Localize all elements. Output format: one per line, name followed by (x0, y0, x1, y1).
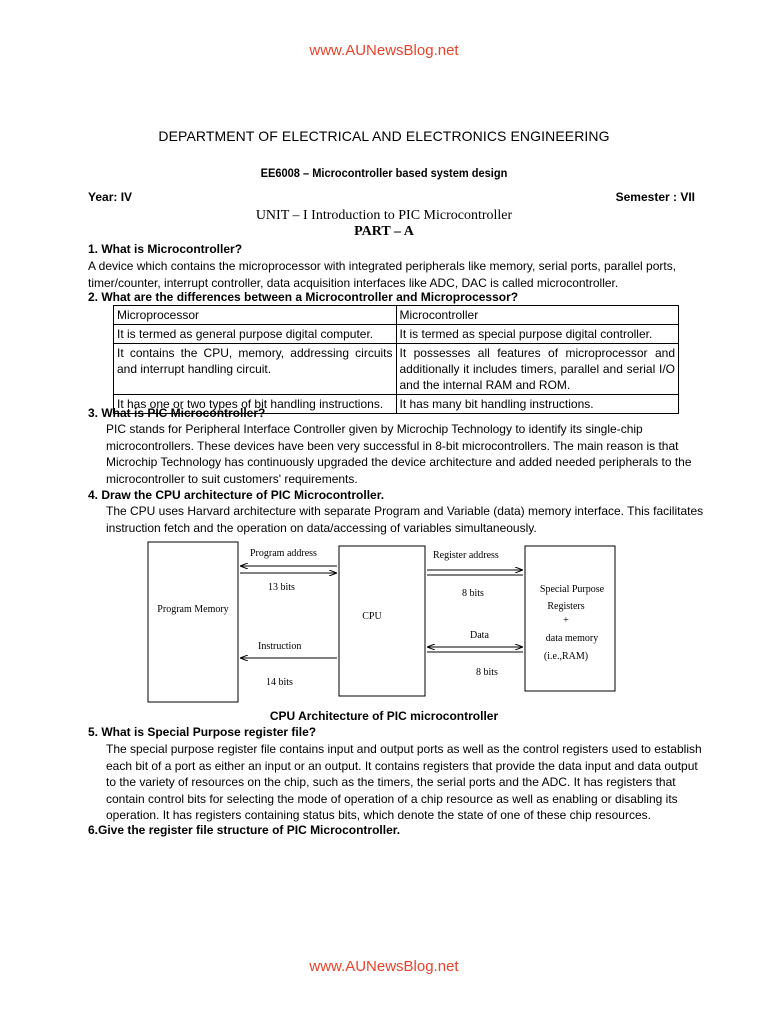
bits-14-label: 14 bits (266, 677, 293, 688)
answer-4-line: The CPU uses Harvard architecture with separate Program and Variable (data) memory interface. This facilitates (106, 504, 704, 518)
table-cell: It is termed as general purpose digital computer. (114, 325, 397, 344)
cpu-architecture-diagram (0, 538, 768, 706)
answer-5-line: contain control bits for selecting the mode of operation of a chip resource as well as enabling or disabling its (106, 791, 678, 806)
answer-3-line: PIC stands for Peripheral Interface Controller given by Microchip Technology to identify its single-chip (106, 422, 643, 436)
spr-label-line: Registers (547, 601, 585, 612)
answer-5-line: to the variety of resources on the chip, such as the timers, the serial ports and the ADC. It has registers that (106, 775, 676, 789)
answer-5 (106, 741, 702, 824)
bits-8-address-label: 8 bits (462, 588, 484, 599)
question-6: 6.Give the register file structure of PIC Microcontroller. (88, 823, 401, 837)
instruction-label: Instruction (258, 641, 302, 652)
part-title: PART – A (354, 224, 414, 239)
course-title: EE6008 – Microcontroller based system design (260, 166, 508, 180)
cpu-label: CPU (362, 611, 382, 622)
register-address-label: Register address (433, 550, 499, 561)
data-label: Data (470, 630, 489, 641)
answer-5-line: each bit of a port as either an input or an output. It contains registers that provide the data input and data output (106, 758, 698, 773)
table-cell: It contains the CPU, memory, addressing circuits and interrupt handling circuit. (114, 344, 397, 395)
table-cell: It has one or two types of bit handling instructions. (114, 395, 397, 414)
answer-1 (88, 258, 676, 291)
program-memory-label: Program Memory (157, 604, 229, 615)
table-row (114, 325, 679, 344)
department-title: DEPARTMENT OF ELECTRICAL AND ELECTRONICS ENGINEERING (158, 128, 610, 144)
answer-4 (106, 503, 703, 536)
answer-3-line: Microchip Technology has continuously upgraded the device architecture and added needed peripherals to the (106, 455, 692, 469)
answer-3 (106, 421, 692, 487)
bits-13-label: 13 bits (268, 582, 295, 593)
diagram-caption: CPU Architecture of PIC microcontroller (269, 709, 499, 723)
question-3: 3. What is PIC Microcontroller? (88, 406, 266, 420)
answer-4-line: instruction fetch and the operation on data/accessing of variables simultaneously. (106, 520, 537, 535)
table-cell: It possesses all features of microprocessor and additionally it includes timers, parallel and serial I/O and the internal RAM and ROM. (396, 344, 679, 395)
table-header-cell: Microcontroller (396, 306, 679, 325)
comparison-table (113, 305, 679, 414)
spr-label-line: + (563, 615, 569, 626)
spr-label-line: Special Purpose (539, 584, 605, 595)
table-header-cell: Microprocessor (114, 306, 397, 325)
answer-1-line: timer/counter, interrupt controller, data acquisition interfaces like ADC, DAC is called microcontroller. (88, 275, 619, 290)
question-2: 2. What are the differences between a Microcontroller and Microprocessor? (88, 290, 519, 304)
watermark-top: www.AUNewsBlog.net (309, 42, 459, 59)
spr-label-line: data memory (545, 633, 599, 644)
question-5: 5. What is Special Purpose register file? (88, 725, 317, 739)
semester-label: Semester : VII (615, 190, 695, 204)
question-1: 1. What is Microcontroller? (88, 242, 243, 256)
answer-3-line: microcontrollers. These devices have been very successful in 8-bit microcontrollers. The main reason is that (106, 438, 679, 453)
special-purpose-registers-block (525, 546, 615, 691)
spr-label-line: (i.e.,RAM) (543, 651, 589, 662)
answer-3-line: microcontroller to suit customers' requirements. (106, 471, 358, 486)
table-cell: It has many bit handling instructions. (396, 395, 679, 414)
table-row (114, 344, 679, 395)
bits-8-data-label: 8 bits (476, 667, 498, 678)
table-header-row (114, 306, 679, 325)
unit-title: UNIT – I Introduction to PIC Microcontroller (255, 208, 513, 223)
table-cell: It is termed as special purpose digital controller. (396, 325, 679, 344)
answer-1-line: A device which contains the microprocessor with integrated peripherals like memory, serial ports, parallel ports, (88, 259, 677, 273)
year-label: Year: IV (88, 190, 133, 204)
answer-5-line: operation. It has registers containing status bits, which denote the state of one of these chip resources. (106, 808, 651, 822)
program-address-label: Program address (250, 548, 317, 559)
answer-5-line: The special purpose register file contains input and output ports as well as the control registers used to establish (106, 742, 702, 756)
program-memory-block (148, 542, 238, 702)
question-4: 4. Draw the CPU architecture of PIC Microcontroller. (88, 488, 385, 502)
cpu-block (339, 546, 425, 696)
watermark-bottom: www.AUNewsBlog.net (309, 958, 459, 975)
